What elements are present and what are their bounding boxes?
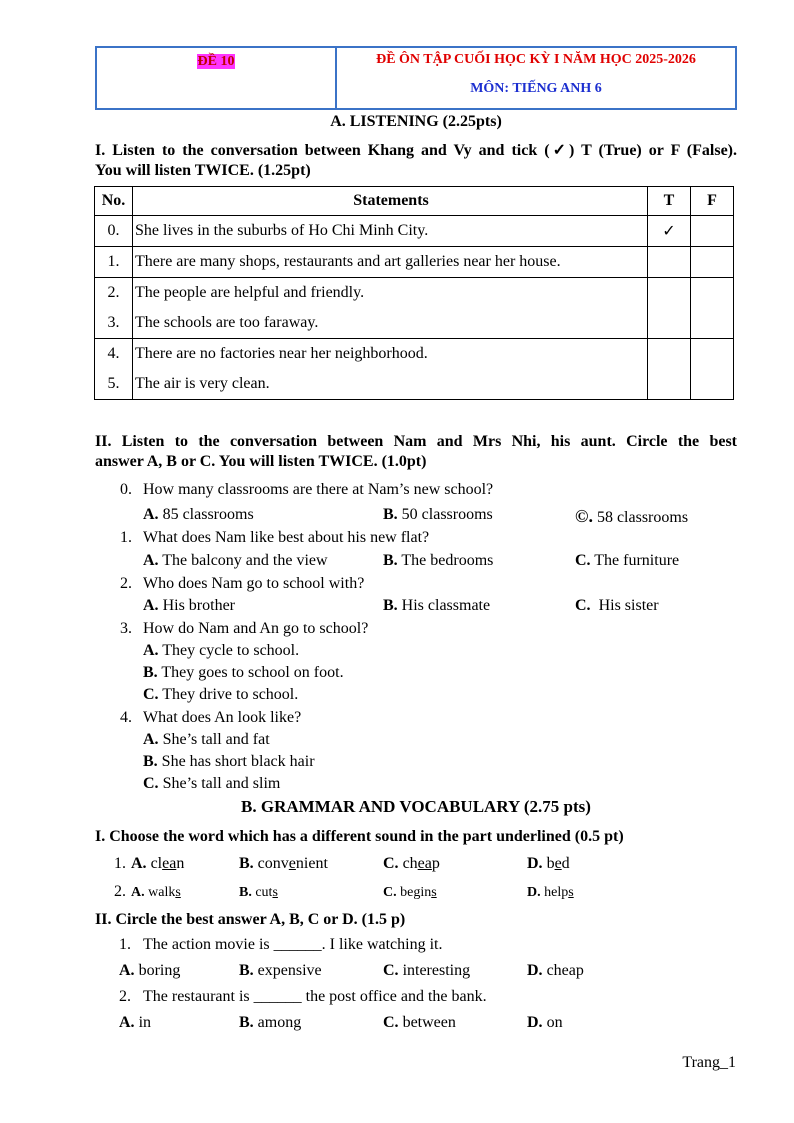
- option-letter: B.: [143, 664, 158, 681]
- pronunciation-q2-number: 2.: [114, 883, 126, 900]
- option-letter: A.: [119, 1014, 135, 1031]
- underlined-part: ea: [162, 855, 177, 872]
- option-letter: A.: [143, 642, 159, 659]
- word-part: cut: [251, 885, 273, 900]
- word-part: b: [542, 855, 555, 872]
- option-b[interactable]: [383, 552, 493, 570]
- option-letter: A.: [143, 506, 159, 523]
- option-a[interactable]: [131, 855, 184, 873]
- question-text: What does An look like?: [143, 709, 302, 726]
- section-b-title: B. GRAMMAR AND VOCABULARY (2.75 pts): [241, 797, 591, 816]
- question-text: Who does Nam go to school with?: [143, 575, 365, 592]
- false-tick-cell[interactable]: [691, 216, 734, 247]
- option-text: His brother: [158, 597, 235, 614]
- option-text: She has short black hair: [157, 753, 315, 770]
- table-header-row: [95, 187, 734, 216]
- section-a-title: A. LISTENING (2.25pts): [330, 113, 502, 130]
- question-text: How do Nam and An go to school?: [143, 620, 369, 637]
- word-part: conv: [253, 855, 289, 872]
- underlined-part: ea: [417, 855, 432, 872]
- false-tick-cell[interactable]: [691, 308, 734, 339]
- false-tick-cell[interactable]: [691, 247, 734, 278]
- option-letter: B.: [383, 597, 398, 614]
- option-text: 50 classrooms: [397, 506, 493, 523]
- header-statements: Statements: [133, 187, 648, 216]
- false-tick-cell[interactable]: [691, 278, 734, 309]
- table-row: [95, 339, 734, 370]
- header-no: No.: [95, 187, 133, 216]
- option-b[interactable]: [239, 885, 278, 901]
- question-number: 1.: [120, 529, 132, 546]
- option-letter: A.: [131, 855, 147, 872]
- row-statement: She lives in the suburbs of Ho Chi Minh City.: [133, 216, 648, 247]
- exam-subject: MÔN: TIẾNG ANH 6: [470, 81, 602, 96]
- header-true: T: [648, 187, 691, 216]
- question-number: 2.: [119, 988, 131, 1005]
- question-number: 4.: [120, 709, 132, 726]
- option-text: expensive: [253, 962, 322, 979]
- question-text: The action movie is ______. I like watching it.: [143, 936, 443, 953]
- option-a[interactable]: [143, 506, 254, 524]
- underlined-part: e: [288, 855, 296, 872]
- option-text: in: [134, 1014, 152, 1031]
- option-text: between: [398, 1014, 456, 1031]
- option-c[interactable]: [383, 885, 437, 901]
- option-text: cheap: [542, 962, 584, 979]
- option-letter: C.: [383, 1014, 399, 1031]
- underlined-part: s: [568, 885, 574, 900]
- true-tick-cell[interactable]: [648, 339, 691, 370]
- table-row: [95, 369, 734, 400]
- true-tick-cell[interactable]: [648, 369, 691, 400]
- instruction-line: I. Listen to the conversation between Khang and Vy and tick (✓) T (True) or F (False).: [95, 142, 737, 159]
- false-tick-cell[interactable]: [691, 339, 734, 370]
- option-letter: C.: [143, 686, 159, 703]
- option-letter: C.: [143, 775, 159, 792]
- option-letter: C.: [575, 597, 591, 614]
- instruction-line: You will listen TWICE. (1.25pt): [95, 162, 311, 179]
- underlined-part: e: [554, 855, 562, 872]
- option-a[interactable]: [119, 962, 180, 980]
- option-letter: B.: [239, 855, 254, 872]
- row-statement: There are no factories near her neighborhood.: [133, 339, 648, 370]
- word-part: help: [540, 885, 569, 900]
- option-letter: D.: [527, 962, 543, 979]
- word-part: n: [176, 855, 185, 872]
- header-title-cell: [337, 48, 735, 108]
- row-number: 1.: [95, 247, 133, 278]
- option-b[interactable]: [383, 597, 490, 615]
- option-letter: A.: [143, 731, 159, 748]
- option-letter: A.: [131, 885, 145, 900]
- option-text: 85 classrooms: [158, 506, 254, 523]
- option-letter: A.: [143, 597, 159, 614]
- row-number: 3.: [95, 308, 133, 339]
- option-b[interactable]: [239, 962, 322, 980]
- option-b[interactable]: [239, 1014, 301, 1032]
- option-letter: B.: [143, 753, 158, 770]
- pronunciation-q1-number: 1.: [114, 855, 126, 872]
- row-statement: The air is very clean.: [133, 369, 648, 400]
- option-letter: B.: [383, 552, 398, 569]
- listening-part2-instruction: [95, 432, 737, 472]
- option-b[interactable]: [143, 753, 315, 771]
- option-text: interesting: [398, 962, 471, 979]
- row-number: 5.: [95, 369, 133, 400]
- option-letter: A.: [143, 552, 159, 569]
- grammar-part1-instruction: I. Choose the word which has a different sound in the part underlined (0.5 pt): [95, 828, 624, 845]
- option-letter: D.: [527, 855, 543, 872]
- option-c[interactable]: [143, 775, 280, 793]
- option-c[interactable]: [383, 1014, 456, 1032]
- grammar-part2-instruction: II. Circle the best answer A, B, C or D. (1.5 p): [95, 911, 406, 928]
- row-statement: The people are helpful and friendly.: [133, 278, 648, 309]
- option-a[interactable]: [131, 885, 181, 901]
- option-letter: C.: [383, 885, 397, 900]
- false-tick-cell[interactable]: [691, 369, 734, 400]
- instruction-line: answer A, B or C. You will listen TWICE. (1.0pt): [95, 453, 427, 470]
- option-text: His sister: [590, 597, 659, 614]
- option-text: among: [253, 1014, 302, 1031]
- option-c[interactable]: [383, 962, 470, 980]
- option-text: They goes to school on foot.: [157, 664, 344, 681]
- option-letter: B.: [239, 1014, 254, 1031]
- underlined-part: s: [431, 885, 437, 900]
- option-letter: D.: [527, 1014, 543, 1031]
- word-part: cl: [146, 855, 163, 872]
- option-c-circled[interactable]: [575, 506, 688, 527]
- option-c[interactable]: [575, 552, 679, 570]
- true-false-table: [94, 186, 734, 400]
- option-a[interactable]: [143, 731, 270, 749]
- question-number: 2.: [120, 575, 132, 592]
- option-a[interactable]: [143, 597, 235, 615]
- question-number: 1.: [119, 936, 131, 953]
- word-part: nient: [295, 855, 328, 872]
- question-text: What does Nam like best about his new flat?: [143, 529, 430, 546]
- header-code-cell: [97, 48, 337, 108]
- option-text: They cycle to school.: [158, 642, 300, 659]
- option-text: The balcony and the view: [158, 552, 328, 569]
- option-b[interactable]: [143, 664, 344, 682]
- word-part: d: [561, 855, 570, 872]
- option-c[interactable]: [575, 597, 659, 615]
- option-letter: B.: [239, 885, 252, 900]
- row-number: 4.: [95, 339, 133, 370]
- page-number: Trang_1: [682, 1054, 736, 1071]
- true-tick-cell[interactable]: ✓: [648, 216, 691, 247]
- table-row: [95, 278, 734, 309]
- option-text: She’s tall and slim: [158, 775, 281, 792]
- table-row: [95, 308, 734, 339]
- word-part: p: [431, 855, 440, 872]
- option-letter: B.: [239, 962, 254, 979]
- option-c[interactable]: [143, 686, 298, 704]
- row-number: 0.: [95, 216, 133, 247]
- true-tick-cell[interactable]: [648, 278, 691, 309]
- row-statement: The schools are too faraway.: [133, 308, 648, 339]
- option-c[interactable]: [383, 855, 440, 873]
- instruction-line: II. Listen to the conversation between Nam and Mrs Nhi, his aunt. Circle the best: [95, 433, 737, 450]
- option-b[interactable]: [383, 506, 493, 524]
- option-letter: B.: [383, 506, 398, 523]
- option-text: They drive to school.: [158, 686, 299, 703]
- word-part: ch: [398, 855, 418, 872]
- true-tick-cell[interactable]: [648, 308, 691, 339]
- underlined-part: s: [272, 885, 278, 900]
- option-text: The bedrooms: [397, 552, 494, 569]
- option-d[interactable]: [527, 962, 584, 980]
- option-text: She’s tall and fat: [158, 731, 270, 748]
- option-text: on: [542, 1014, 563, 1031]
- option-text: The furniture: [590, 552, 680, 569]
- exam-code: ĐỀ 10: [197, 54, 235, 69]
- option-letter: A.: [119, 962, 135, 979]
- option-text: His classmate: [397, 597, 491, 614]
- option-letter: D.: [527, 885, 541, 900]
- true-tick-cell[interactable]: [648, 247, 691, 278]
- header-table: [95, 46, 737, 110]
- exam-title: ĐỀ ÔN TẬP CUỐI HỌC KỲ I NĂM HỌC 2025-2026: [376, 52, 696, 67]
- option-letter: C.: [383, 855, 399, 872]
- table-row: [95, 247, 734, 278]
- option-letter: C.: [383, 962, 399, 979]
- row-number: 2.: [95, 278, 133, 309]
- option-d[interactable]: [527, 855, 570, 873]
- option-d[interactable]: [527, 1014, 563, 1032]
- listening-part1-instruction: [95, 141, 737, 181]
- header-false: F: [691, 187, 734, 216]
- option-a[interactable]: [143, 642, 299, 660]
- option-b[interactable]: [239, 855, 328, 873]
- option-a[interactable]: [143, 552, 328, 570]
- option-d[interactable]: [527, 885, 574, 901]
- option-text: 58 classrooms: [592, 509, 689, 526]
- word-part: walk: [144, 885, 176, 900]
- table-row: [95, 216, 734, 247]
- option-letter: ©.: [575, 506, 593, 526]
- question-number: 0.: [120, 481, 132, 498]
- question-text: How many classrooms are there at Nam’s new school?: [143, 481, 494, 498]
- question-number: 3.: [120, 620, 132, 637]
- option-letter: C.: [575, 552, 591, 569]
- question-text: The restaurant is ______ the post office and the bank.: [143, 988, 487, 1005]
- option-a[interactable]: [119, 1014, 151, 1032]
- word-part: begin: [396, 885, 432, 900]
- underlined-part: s: [175, 885, 181, 900]
- row-statement: There are many shops, restaurants and art galleries near her house.: [133, 247, 648, 278]
- option-text: boring: [134, 962, 181, 979]
